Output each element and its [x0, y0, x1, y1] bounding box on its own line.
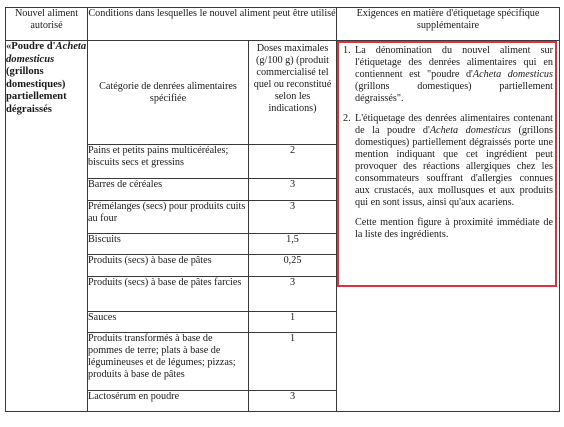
requirement-1: 1. La dénomination du nouvel aliment sur l'étiquetage des denrées alimentaires qui en contiennent est "poudre d'Acheta domesticus (grillons domestiques) partiellement dégraissés". [343, 45, 553, 104]
subheader-row [6, 41, 560, 145]
category-cell: Barres de céréales [88, 179, 249, 201]
novel-food-name: «Poudre d'Acheta domesticus (grillons domestiques) partiellement dégraissés [6, 41, 88, 412]
dose-cell: 3 [249, 179, 337, 201]
requirement-2: 2. L'étiquetage des denrées alimentaires contenant de la poudre d'Acheta domesticus (grillons domestiques) partiellement dégraissés porte une mention indiquant que cet ingrédient peut provoquer des réactions allergiques chez les consommateurs souffrant d'allergies connues aux crustacés, aux mollusques et aux produits qui en sont issus, ainsi qu'aux acariens. [343, 113, 554, 208]
category-cell: Produits transformés à base de pommes de terre; plats à base de légumineuses et de légumes; pizzas; produits à base de pâtes [88, 333, 249, 391]
subheader-category: Catégorie de denrées alimentaires spécifiée [88, 41, 249, 145]
category-cell: Pains et petits pains multicéréales; biscuits secs et gressins [88, 145, 249, 179]
dose-cell: 2 [249, 145, 337, 179]
subheader-max-dose: Doses maximales (g/100 g) (produit commercialisé tel quel ou reconstitué selon les indications) [249, 41, 337, 145]
category-cell: Sauces [88, 312, 249, 333]
category-cell: Produits (secs) à base de pâtes [88, 255, 249, 277]
header-labelling: Exigences en matière d'étiquetage spécifique supplémentaire [337, 8, 560, 41]
dose-cell: 1 [249, 333, 337, 391]
dose-cell: 0,25 [249, 255, 337, 277]
category-cell: Produits (secs) à base de pâtes farcies [88, 277, 249, 312]
dose-cell: 3 [249, 277, 337, 312]
dose-cell: 1 [249, 312, 337, 333]
labelling-requirements [337, 41, 560, 412]
category-cell: Lactosérum en poudre [88, 391, 249, 412]
dose-cell: 1,5 [249, 234, 337, 255]
header-conditions: Conditions dans lesquelles le nouvel aliment peut être utilisé [88, 8, 337, 41]
header-row [6, 8, 560, 41]
category-cell: Biscuits [88, 234, 249, 255]
header-novel-food: Nouvel aliment autorisé [6, 8, 88, 41]
regulation-table [5, 7, 560, 412]
dose-cell: 3 [249, 391, 337, 412]
requirement-note: Cette mention figure à proximité immédiate de la liste des ingrédients. [355, 217, 553, 240]
dose-cell: 3 [249, 201, 337, 234]
category-cell: Prémélanges (secs) pour produits cuits au four [88, 201, 249, 234]
